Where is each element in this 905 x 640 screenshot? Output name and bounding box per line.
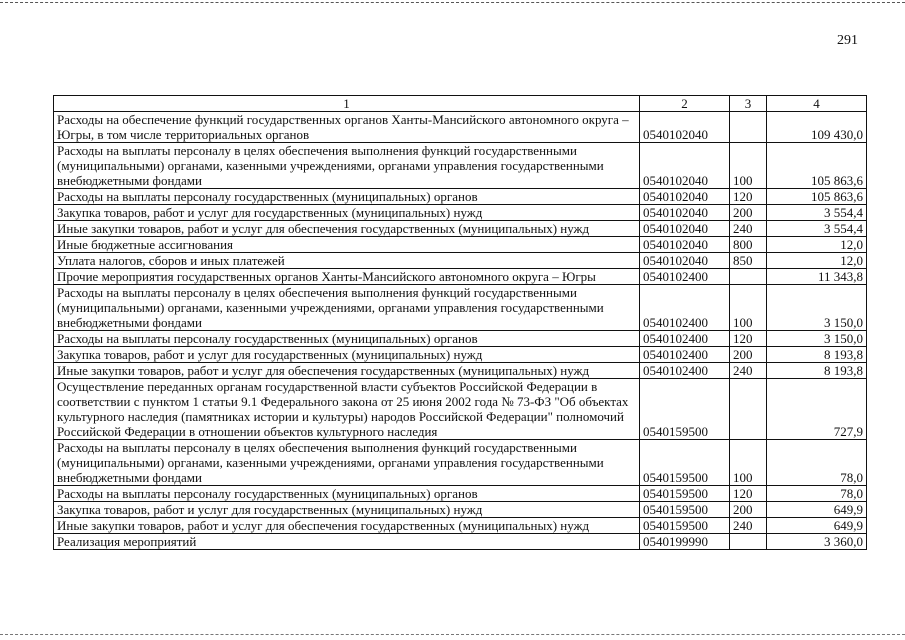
table-row [54, 486, 867, 502]
header-col-3: 3 [730, 96, 767, 112]
table-row [54, 253, 867, 269]
row-csr-code: 0540159500 [640, 486, 730, 502]
table-row [54, 518, 867, 534]
row-amount: 3 554,4 [767, 221, 867, 237]
row-expense-type [730, 534, 767, 550]
header-col-1: 1 [54, 96, 640, 112]
row-expense-type: 200 [730, 205, 767, 221]
table-row [54, 285, 867, 331]
row-name: Расходы на выплаты персоналу в целях обеспечения выполнения функций государственными (муниципальными) органами, казенными учреждениями, органами управления государственными внебюджетными фондами [54, 440, 640, 486]
row-expense-type: 850 [730, 253, 767, 269]
row-amount: 649,9 [767, 502, 867, 518]
row-csr-code: 0540102040 [640, 253, 730, 269]
row-expense-type: 800 [730, 237, 767, 253]
row-name: Закупка товаров, работ и услуг для государственных (муниципальных) нужд [54, 347, 640, 363]
page-number: 291 [837, 33, 858, 48]
row-expense-type: 100 [730, 440, 767, 486]
header-col-2: 2 [640, 96, 730, 112]
row-csr-code: 0540102400 [640, 285, 730, 331]
table-row [54, 363, 867, 379]
scan-edge-top [0, 2, 905, 3]
table-row [54, 379, 867, 440]
row-expense-type: 200 [730, 502, 767, 518]
row-csr-code: 0540102040 [640, 189, 730, 205]
table-row [54, 269, 867, 285]
row-name: Расходы на выплаты персоналу в целях обеспечения выполнения функций государственными (муниципальными) органами, казенными учреждениями, органами управления государственными внебюджетными фондами [54, 285, 640, 331]
row-amount: 727,9 [767, 379, 867, 440]
row-amount: 78,0 [767, 440, 867, 486]
row-name: Закупка товаров, работ и услуг для государственных (муниципальных) нужд [54, 205, 640, 221]
row-amount: 649,9 [767, 518, 867, 534]
row-amount: 105 863,6 [767, 189, 867, 205]
row-csr-code: 0540102400 [640, 347, 730, 363]
row-name: Уплата налогов, сборов и иных платежей [54, 253, 640, 269]
header-col-4: 4 [767, 96, 867, 112]
row-amount: 11 343,8 [767, 269, 867, 285]
row-amount: 8 193,8 [767, 347, 867, 363]
row-expense-type [730, 269, 767, 285]
row-amount: 12,0 [767, 237, 867, 253]
row-name: Реализация мероприятий [54, 534, 640, 550]
row-expense-type: 120 [730, 331, 767, 347]
row-name: Закупка товаров, работ и услуг для государственных (муниципальных) нужд [54, 502, 640, 518]
table-row [54, 189, 867, 205]
row-expense-type [730, 379, 767, 440]
row-name: Иные закупки товаров, работ и услуг для обеспечения государственных (муниципальных) нужд [54, 363, 640, 379]
row-amount: 8 193,8 [767, 363, 867, 379]
row-csr-code: 0540159500 [640, 440, 730, 486]
row-name: Прочие мероприятия государственных органов Ханты-Мансийского автономного округа – Югры [54, 269, 640, 285]
row-csr-code: 0540102040 [640, 221, 730, 237]
row-name: Расходы на обеспечение функций государственных органов Ханты-Мансийского автономного округа – Югры, в том числе территориальных органов [54, 112, 640, 143]
row-name: Расходы на выплаты персоналу в целях обеспечения выполнения функций государственными (муниципальными) органами, казенными учреждениями, органами управления государственными внебюджетными фондами [54, 143, 640, 189]
row-csr-code: 0540102040 [640, 143, 730, 189]
row-amount: 105 863,6 [767, 143, 867, 189]
row-expense-type: 240 [730, 363, 767, 379]
table-row [54, 440, 867, 486]
row-csr-code: 0540102040 [640, 237, 730, 253]
table-row [54, 502, 867, 518]
row-expense-type: 100 [730, 285, 767, 331]
row-name: Расходы на выплаты персоналу государственных (муниципальных) органов [54, 331, 640, 347]
table-header-row [54, 96, 867, 112]
table-row [54, 534, 867, 550]
row-name: Осуществление переданных органам государственной власти субъектов Российской Федерации в соответствии с пунктом 1 статьи 9.1 Федерального закона от 25 июня 2002 года № 73-ФЗ "Об объектах культурного наследия (памятниках истории и культуры) народов Российской Федерации" полномочий Российской Федерации в отношении объектов культурного наследия [54, 379, 640, 440]
row-expense-type: 120 [730, 189, 767, 205]
scan-edge-bottom [0, 634, 905, 635]
table-row [54, 221, 867, 237]
row-amount: 12,0 [767, 253, 867, 269]
table-row [54, 112, 867, 143]
row-csr-code: 0540102040 [640, 112, 730, 143]
row-csr-code: 0540102400 [640, 269, 730, 285]
table-row [54, 331, 867, 347]
row-expense-type: 100 [730, 143, 767, 189]
row-csr-code: 0540102400 [640, 363, 730, 379]
row-expense-type: 200 [730, 347, 767, 363]
row-csr-code: 0540102040 [640, 205, 730, 221]
row-expense-type: 240 [730, 518, 767, 534]
row-csr-code: 0540199990 [640, 534, 730, 550]
table-row [54, 347, 867, 363]
row-amount: 3 360,0 [767, 534, 867, 550]
row-amount: 3 150,0 [767, 331, 867, 347]
table-row [54, 237, 867, 253]
row-name: Расходы на выплаты персоналу государственных (муниципальных) органов [54, 486, 640, 502]
row-expense-type: 240 [730, 221, 767, 237]
row-csr-code: 0540159500 [640, 502, 730, 518]
row-amount: 3 554,4 [767, 205, 867, 221]
table-row [54, 143, 867, 189]
row-amount: 78,0 [767, 486, 867, 502]
row-amount: 3 150,0 [767, 285, 867, 331]
row-amount: 109 430,0 [767, 112, 867, 143]
row-name: Расходы на выплаты персоналу государственных (муниципальных) органов [54, 189, 640, 205]
row-name: Иные закупки товаров, работ и услуг для обеспечения государственных (муниципальных) нужд [54, 221, 640, 237]
row-expense-type: 120 [730, 486, 767, 502]
budget-table [53, 95, 867, 550]
row-csr-code: 0540102400 [640, 331, 730, 347]
row-name: Иные закупки товаров, работ и услуг для обеспечения государственных (муниципальных) нужд [54, 518, 640, 534]
table-row [54, 205, 867, 221]
row-csr-code: 0540159500 [640, 518, 730, 534]
row-expense-type [730, 112, 767, 143]
row-csr-code: 0540159500 [640, 379, 730, 440]
row-name: Иные бюджетные ассигнования [54, 237, 640, 253]
